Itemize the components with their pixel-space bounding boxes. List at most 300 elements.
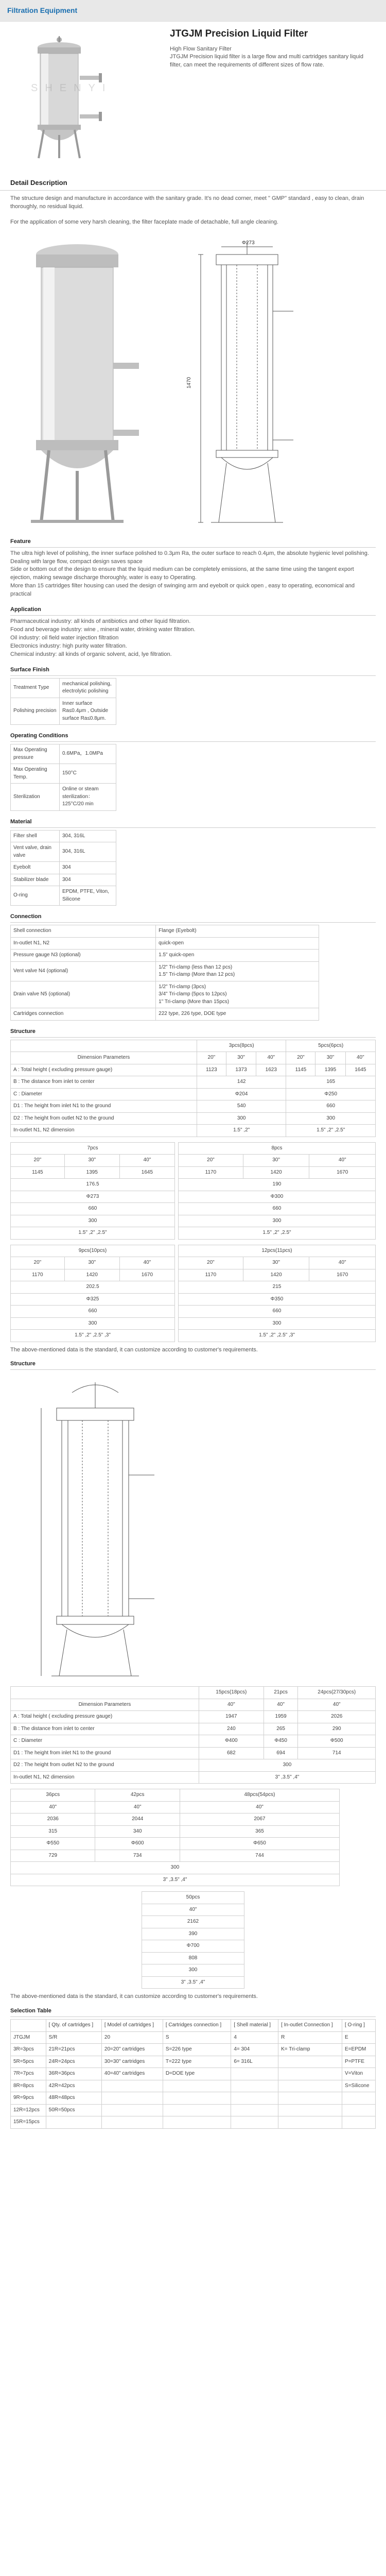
row-value: Φ450 — [264, 1735, 298, 1748]
table-row — [11, 1076, 376, 1089]
row-value: S — [163, 2031, 231, 2044]
table-row — [11, 2068, 376, 2080]
table-header-row — [11, 1245, 175, 1257]
size-header: 30" — [64, 1155, 119, 1167]
row-value: 660 — [11, 1203, 175, 1215]
connection-table — [10, 925, 319, 1021]
size-header: 40" — [298, 1699, 376, 1711]
application-title: Application — [10, 606, 376, 616]
table-row — [11, 1215, 175, 1227]
table-row — [179, 1330, 376, 1342]
row-value: 734 — [95, 1850, 180, 1862]
row-value — [163, 2080, 231, 2092]
table-row — [11, 1269, 175, 1281]
table-row — [179, 1191, 376, 1203]
table-header-row — [142, 1892, 244, 1904]
row-label: O-ring — [11, 886, 60, 906]
row-value: Φ500 — [298, 1735, 376, 1748]
size-header: 20" — [197, 1052, 226, 1064]
row-value: 6= 316L — [231, 2056, 278, 2068]
group-header: 12pcs(11pcs) — [179, 1245, 376, 1257]
row-value — [163, 2104, 231, 2116]
table-row — [11, 2092, 376, 2105]
row-value: 7R=7pcs — [11, 2068, 46, 2080]
dimension-table-36-48pcs — [10, 1789, 340, 1886]
row-value: 1420 — [243, 1166, 309, 1179]
row-value: 1145 — [11, 1166, 65, 1179]
table-row — [11, 1747, 376, 1759]
table-row — [142, 1916, 244, 1928]
row-value: 1123 — [197, 1064, 226, 1076]
table-row — [11, 842, 116, 862]
row-value: V=Viton — [342, 2068, 375, 2080]
table-row — [179, 1215, 376, 1227]
table-row — [179, 1306, 376, 1318]
row-value — [231, 2068, 278, 2080]
row-value: 304, 316L — [60, 842, 116, 862]
row-value: Φ273 — [11, 1191, 175, 1203]
row-value: S/R — [46, 2031, 101, 2044]
row-value: 4 — [231, 2031, 278, 2044]
row-value: 300 — [11, 1317, 175, 1330]
row-value: 660 — [11, 1306, 175, 1318]
row-value — [342, 2092, 375, 2105]
surface-title: Surface Finish — [10, 666, 376, 676]
structure-section — [0, 1028, 386, 1354]
application-line: Food and beverage industry: wine , mineral water, drinking water filtration. — [10, 626, 196, 633]
row-value: 50R=50pcs — [46, 2104, 101, 2116]
size-header: 30" — [243, 1155, 309, 1167]
group-header: 7pcs — [11, 1142, 175, 1155]
row-value: 42R=42pcs — [46, 2080, 101, 2092]
row-label: Vent valve N4 (optional) — [11, 961, 156, 981]
row-value: Φ350 — [179, 1293, 376, 1306]
drawing-height-label: 1470 — [186, 377, 192, 388]
dimension-table-50pcs — [142, 1891, 244, 1989]
row-value: 3" ,3.5" ,4" — [142, 1976, 244, 1989]
size-header: 40" — [264, 1699, 298, 1711]
dimension-table-large — [10, 1686, 376, 1784]
row-value: 694 — [264, 1747, 298, 1759]
table-row — [142, 1976, 244, 1989]
row-value — [231, 2116, 278, 2129]
table-row — [11, 1088, 376, 1100]
table-row — [11, 886, 116, 906]
column-header: [ Cartridges connection ] — [163, 2020, 231, 2032]
row-value: 300 — [142, 1964, 244, 1977]
row-value: 290 — [298, 1723, 376, 1735]
row-value: Φ550 — [11, 1838, 95, 1850]
header-cell — [11, 1040, 197, 1052]
row-value: Φ400 — [199, 1735, 264, 1748]
row-value: 1170 — [179, 1269, 243, 1281]
row-value: 1959 — [264, 1711, 298, 1723]
row-value: E=EPDM — [342, 2044, 375, 2056]
table-row — [11, 1862, 340, 1874]
row-value: R — [278, 2031, 342, 2044]
feature-list — [10, 550, 376, 599]
row-value: 48R=48pcs — [46, 2092, 101, 2105]
table-header-row — [179, 1155, 376, 1167]
row-value: quick-open — [156, 937, 319, 950]
row-value: 36R=36pcs — [46, 2068, 101, 2080]
row-value: 304 — [60, 862, 116, 874]
row-label: Polishing precision — [11, 698, 60, 725]
row-label: Pressure gauge N3 (optional) — [11, 950, 156, 962]
row-value: 1623 — [256, 1064, 286, 1076]
group-header: 3pcs(8pcs) — [197, 1040, 286, 1052]
size-header: 40" — [199, 1699, 264, 1711]
table-row — [11, 1281, 175, 1294]
table-row — [11, 1293, 175, 1306]
table-header-row — [179, 1245, 376, 1257]
table-row — [11, 1227, 175, 1240]
row-value: 5R=5pcs — [11, 2056, 46, 2068]
row-value: E — [342, 2031, 375, 2044]
product-name: JTGJM Precision Liquid Filter — [170, 28, 308, 39]
structure-title: Structure — [10, 1028, 376, 1038]
row-value: 1395 — [64, 1166, 119, 1179]
row-value: Φ600 — [95, 1838, 180, 1850]
dimension-title: Dimension Parameters — [11, 1052, 197, 1064]
size-header: 30" — [64, 1257, 119, 1269]
row-value: 0.6MPa，1.0MPa — [60, 744, 116, 764]
row-value: 300 — [286, 1112, 376, 1125]
table-header-row — [11, 2020, 376, 2032]
feature-line: Side or bottom out of the design to ensure that the liquid medium can be completely emissions, at the same time using the tangent export ejection, making sewage discharge thoroughly, water is easy to Operating. — [10, 566, 354, 581]
header-bar — [0, 0, 386, 22]
table-header-row — [11, 1699, 376, 1711]
table-row — [142, 1928, 244, 1940]
row-value: 300 — [11, 1215, 175, 1227]
table-row — [11, 678, 116, 698]
row-value: 2162 — [142, 1916, 244, 1928]
table-row — [11, 1759, 376, 1772]
row-value: 2044 — [95, 1814, 180, 1826]
row-value: 1420 — [243, 1269, 309, 1281]
table-row — [11, 1814, 340, 1826]
size-header: 40" — [309, 1257, 376, 1269]
table-row — [11, 950, 319, 962]
table-row — [11, 2080, 376, 2092]
feature-line: More than 15 cartridges filter housing can used the design of swinging arm and eyebolt or quick open , easy to operating, economical and practical — [10, 583, 355, 598]
row-value: Online or steam sterilization：125°C/20 min — [60, 784, 116, 811]
product-hero — [0, 22, 386, 176]
row-label: Max Operating Temp. — [11, 764, 60, 784]
size-header: 30" — [226, 1052, 256, 1064]
structure2-note: The above-mentioned data is the standard, it can customize according to customer's requirements. — [10, 1993, 258, 2000]
row-value: 1670 — [309, 1269, 376, 1281]
row-value: 265 — [264, 1723, 298, 1735]
table-row — [11, 2031, 376, 2044]
row-value: 660 — [179, 1203, 376, 1215]
table-header-row — [11, 1040, 376, 1052]
row-value — [231, 2104, 278, 2116]
row-value: Φ325 — [11, 1293, 175, 1306]
table-row — [11, 698, 116, 725]
table-header-row — [11, 1687, 376, 1699]
row-value: 2026 — [298, 1711, 376, 1723]
row-value — [163, 2116, 231, 2129]
row-value: 202.5 — [11, 1281, 175, 1294]
row-value: 300 — [179, 1317, 376, 1330]
table-row — [179, 1166, 376, 1179]
table-row — [179, 1203, 376, 1215]
row-value: 1.5" ,2" ,2.5" — [286, 1125, 376, 1137]
column-header: [ Qty. of cartridges ] — [46, 2020, 101, 2032]
feature-line: The ultra high level of polishing, the inner surface polished to 0.3μm Ra, the outer surface to reach 0.4μm, the absolute hygienic level polishing. — [10, 550, 369, 556]
size-header: 40" — [180, 1801, 339, 1814]
row-value: Φ700 — [142, 1940, 244, 1953]
group-header: 8pcs — [179, 1142, 376, 1155]
row-label: In-outlet N1, N2 — [11, 937, 156, 950]
row-value: 1395 — [315, 1064, 345, 1076]
table-row — [11, 1711, 376, 1723]
size-header: 40" — [11, 1801, 95, 1814]
surface-table — [10, 678, 116, 725]
table-row — [11, 2116, 376, 2129]
spec-tables — [0, 666, 386, 1021]
dimension-table-9pcs — [10, 1245, 175, 1342]
row-value: 1.5" ,2" ,2.5" — [11, 1227, 175, 1240]
table-header-row — [179, 1257, 376, 1269]
row-value: 729 — [11, 1850, 95, 1862]
table-row — [11, 1203, 175, 1215]
size-header: 20" — [286, 1052, 315, 1064]
row-value: 315 — [11, 1825, 95, 1838]
row-value — [101, 2092, 163, 2105]
row-label: A : Total height ( excluding pressure gauge) — [11, 1064, 197, 1076]
row-value — [101, 2104, 163, 2116]
size-header: 40" — [95, 1801, 180, 1814]
row-value: 176.5 — [11, 1179, 175, 1191]
feature-line: Dealing with large flow, compact design saves space — [10, 558, 143, 565]
row-value: 3" ,3.5" ,4" — [199, 1771, 375, 1784]
table-row — [11, 961, 319, 981]
row-value — [46, 2116, 101, 2129]
group-header: 48pcs(54pcs) — [180, 1789, 339, 1802]
table-row — [11, 1317, 175, 1330]
row-value: 1170 — [179, 1166, 243, 1179]
row-value: 744 — [180, 1850, 339, 1862]
table-row — [11, 862, 116, 874]
table-row — [179, 1269, 376, 1281]
size-header: 40" — [119, 1155, 174, 1167]
row-label: In-outlet N1, N2 dimension — [11, 1125, 197, 1137]
row-value: 1645 — [119, 1166, 174, 1179]
size-header: 40" — [345, 1052, 375, 1064]
table-row — [11, 764, 116, 784]
row-value: 3" ,3.5" ,4" — [11, 1874, 340, 1886]
row-value: 1.5" ,2" — [197, 1125, 286, 1137]
row-value: Flange (Eyebolt) — [156, 925, 319, 938]
row-value: 8R=8pcs — [11, 2080, 46, 2092]
row-value: EPDM, PTFE, Viton, Silicone — [60, 886, 116, 906]
table-row — [11, 1008, 319, 1021]
row-value: 660 — [179, 1306, 376, 1318]
row-label: A : Total height ( excluding pressure gauge) — [11, 1711, 199, 1723]
row-value: 1/2" Tri-clamp (less than 12 pcs) 1.5" Tri-clamp (More than 12 pcs) — [156, 961, 319, 981]
size-header: 20" — [179, 1257, 243, 1269]
group-header: 5pcs(6pcs) — [286, 1040, 376, 1052]
structure2-title: Structure — [10, 1360, 376, 1370]
table-row — [11, 1838, 340, 1850]
table-header-row — [179, 1142, 376, 1155]
table-header-row — [11, 1052, 376, 1064]
product-image — [10, 27, 149, 166]
row-value: 365 — [180, 1825, 339, 1838]
column-header: [ In-outlet Connection ] — [278, 2020, 342, 2032]
group-header: 21pcs — [264, 1687, 298, 1699]
technical-drawing — [170, 234, 340, 533]
detail-section — [0, 176, 386, 227]
material-title: Material — [10, 818, 376, 828]
table-row — [179, 1281, 376, 1294]
drawing-row — [0, 234, 386, 533]
row-value: 300 — [11, 1862, 340, 1874]
row-value: 9R=9pcs — [11, 2092, 46, 2105]
row-value: 30=30" cartridges — [101, 2056, 163, 2068]
page-title: Filtration Equipment — [7, 6, 78, 15]
row-value: 40=40" cartridges — [101, 2068, 163, 2080]
row-value: T=222 type — [163, 2056, 231, 2068]
row-value: 1373 — [226, 1064, 256, 1076]
row-label: D2 : The height from outlet N2 to the ground — [11, 1112, 197, 1125]
row-label: Cartridges connection — [11, 1008, 156, 1021]
row-value: Inner surface Ra≤0.4μm , Outside surface Ra≤0.8μm. — [60, 698, 116, 725]
column-header: [ Model of cartridges ] — [101, 2020, 163, 2032]
row-value: 1670 — [309, 1166, 376, 1179]
table-header-row — [11, 1155, 175, 1167]
group-header: 24pcs(27/30pcs) — [298, 1687, 376, 1699]
row-label: C : Diameter — [11, 1088, 197, 1100]
dimension-table-8pcs — [178, 1142, 376, 1240]
row-label: B : The distance from inlet to center — [11, 1723, 199, 1735]
table-row — [11, 1112, 376, 1125]
table-header-row — [11, 1801, 340, 1814]
table-row — [11, 1166, 175, 1179]
application-line: Chemical industry: all kinds of organic solvent, acid, lye filtration. — [10, 651, 172, 657]
size-header: 40" — [309, 1155, 376, 1167]
row-label: D1 : The height from inlet N1 to the ground — [11, 1100, 197, 1113]
row-value: 15R=15pcs — [11, 2116, 46, 2129]
size-header: 40" — [256, 1052, 286, 1064]
table-row — [142, 1964, 244, 1977]
row-value: 1420 — [64, 1269, 119, 1281]
table-row — [11, 874, 116, 886]
row-value: 240 — [199, 1723, 264, 1735]
row-value: 3R=3pcs — [11, 2044, 46, 2056]
table-row — [11, 744, 116, 764]
row-value: Φ250 — [286, 1088, 376, 1100]
row-label: Stabilizer blade — [11, 874, 60, 886]
table-row — [179, 1317, 376, 1330]
row-value: 2067 — [180, 1814, 339, 1826]
table-row — [179, 1179, 376, 1191]
row-value: 1645 — [345, 1064, 375, 1076]
detail-paragraph-1: The structure design and manufacture in accordance with the sanitary grade. It's no dead corner, meet " GMP" standard , easy to clean, drain thoroughly, no residual liquid. — [10, 195, 364, 210]
row-value: 190 — [179, 1179, 376, 1191]
application-line: Electronics industry: high purity water filtration. — [10, 642, 127, 649]
table-row — [142, 1952, 244, 1964]
row-value — [342, 2116, 375, 2129]
row-value: 142 — [197, 1076, 286, 1089]
size-header: 40" — [119, 1257, 174, 1269]
row-value: S=Silicone — [342, 2080, 375, 2092]
row-label: Max Operating pressure — [11, 744, 60, 764]
row-value: 300 — [179, 1215, 376, 1227]
size-header: 40" — [142, 1904, 244, 1916]
table-row — [11, 1723, 376, 1735]
size-header: 20" — [11, 1257, 65, 1269]
row-value: 340 — [95, 1825, 180, 1838]
group-header: 36pcs — [11, 1789, 95, 1802]
row-value — [278, 2104, 342, 2116]
row-value: Φ650 — [180, 1838, 339, 1850]
operating-title: Operating Conditions — [10, 732, 376, 742]
size-header: 30" — [315, 1052, 345, 1064]
table-row — [11, 1191, 175, 1203]
row-value: 300 — [199, 1759, 375, 1772]
row-value — [231, 2080, 278, 2092]
row-value: 304 — [60, 874, 116, 886]
row-label: Eyebolt — [11, 862, 60, 874]
table-row — [179, 1227, 376, 1240]
row-value: 215 — [179, 1281, 376, 1294]
row-value: 682 — [199, 1747, 264, 1759]
table-row — [11, 2044, 376, 2056]
size-header: 30" — [243, 1257, 309, 1269]
row-value: 150°C — [60, 764, 116, 784]
row-value — [163, 2092, 231, 2105]
dimension-table-1 — [10, 1040, 376, 1137]
feature-section — [0, 538, 386, 659]
row-label: D2 : The height from outlet N2 to the ground — [11, 1759, 199, 1772]
table-row — [11, 2056, 376, 2068]
structure2-drawing — [10, 1372, 376, 1681]
drawing-width-label: Φ273 — [242, 240, 255, 246]
row-label: Vent valve, drain valve — [11, 842, 60, 862]
row-label: C : Diameter — [11, 1735, 199, 1748]
table-row — [11, 784, 116, 811]
product-photo — [10, 234, 149, 533]
row-value: 20=20" cartridges — [101, 2044, 163, 2056]
row-value: 300 — [197, 1112, 286, 1125]
table-row — [142, 1940, 244, 1953]
table-row — [179, 1293, 376, 1306]
table-header-row — [11, 1142, 175, 1155]
row-value: 1/2" Tri-clamp (3pcs) 3/4" Tri-clamp (5pcs to 12pcs) 1" Tri-clamp (More than 15pcs) — [156, 981, 319, 1008]
row-value — [278, 2116, 342, 2129]
row-value: Φ300 — [179, 1191, 376, 1203]
row-value — [278, 2056, 342, 2068]
connection-title: Connection — [10, 913, 376, 923]
group-header: 42pcs — [95, 1789, 180, 1802]
table-header-row — [11, 1789, 340, 1802]
row-label: Sterilization — [11, 784, 60, 811]
row-value: 1.5" quick-open — [156, 950, 319, 962]
size-header: 20" — [11, 1155, 65, 1167]
row-label: In-outlet N1, N2 dimension — [11, 1771, 199, 1784]
row-value: 808 — [142, 1952, 244, 1964]
row-value: 660 — [286, 1100, 376, 1113]
table-row — [11, 1825, 340, 1838]
size-header: 20" — [179, 1155, 243, 1167]
table-header-row — [142, 1904, 244, 1916]
operating-table — [10, 744, 116, 811]
application-list — [10, 618, 376, 659]
row-value: 12R=12pcs — [11, 2104, 46, 2116]
